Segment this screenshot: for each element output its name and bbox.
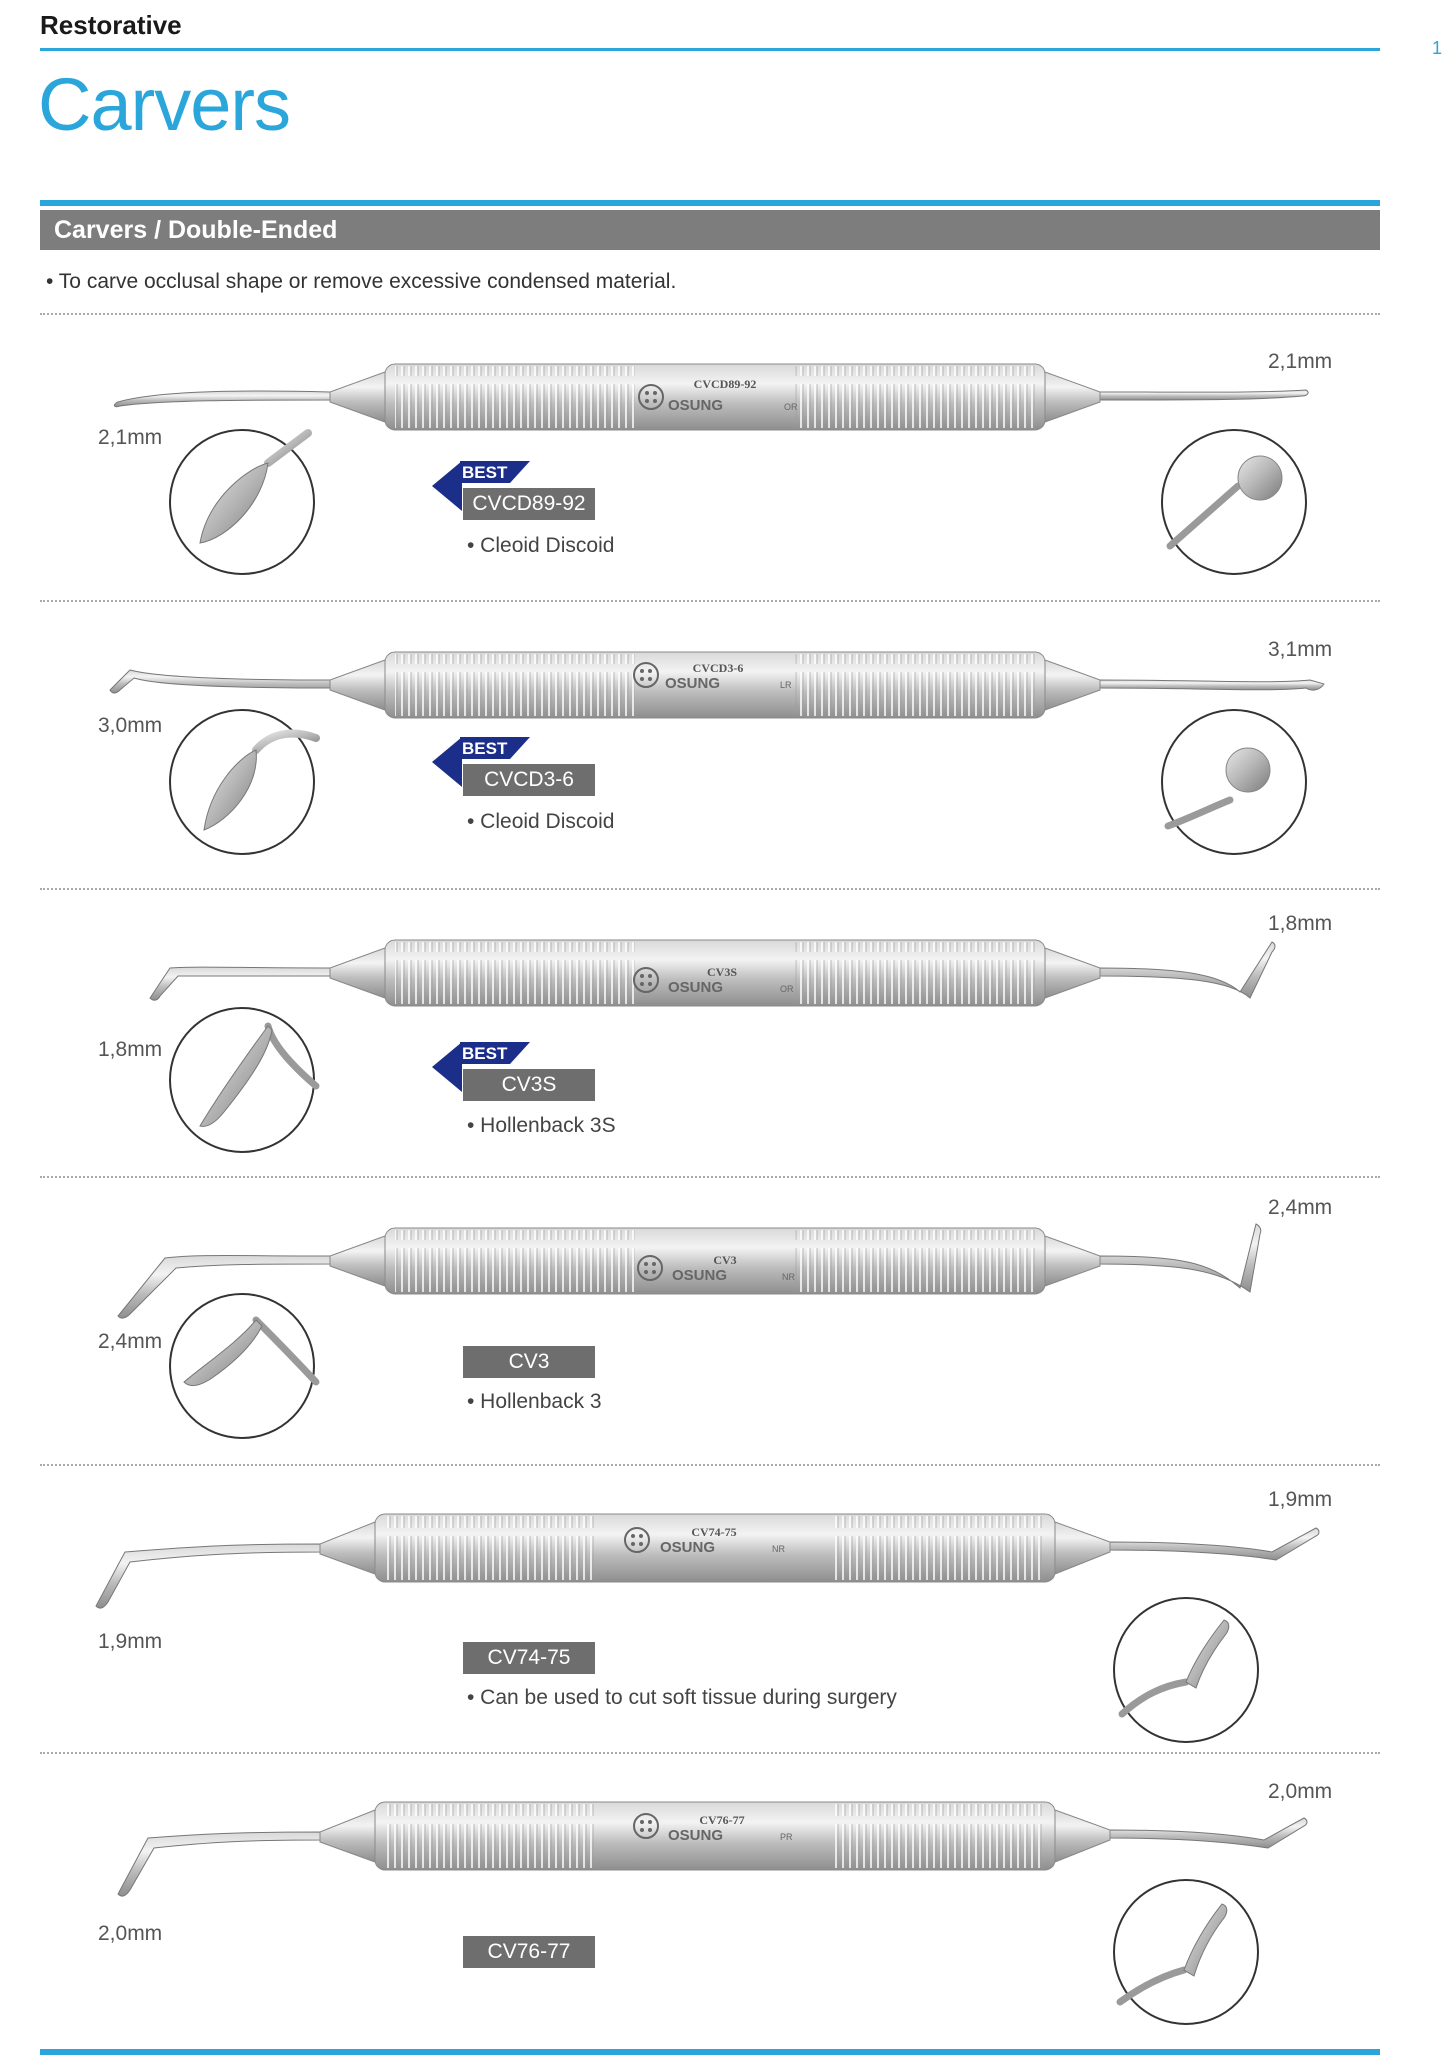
product-code: CV74-75 [463, 1642, 595, 1674]
handle-brand: OSUNG [660, 1539, 716, 1556]
page-number: 1 [1432, 38, 1442, 58]
tip-detail-left [168, 1292, 316, 1440]
tip-dimension-left: 1,9mm [98, 1630, 163, 1653]
divider [40, 1176, 1380, 1178]
category-rule [40, 200, 1380, 206]
product-card [0, 1472, 1440, 1762]
product-code: CV3 [463, 1346, 595, 1378]
best-badge-label: BEST [462, 463, 508, 482]
best-badge-label: BEST [462, 1044, 508, 1063]
instrument-illustration [0, 1760, 1440, 1890]
tip-dimension-right: 2,1mm [1268, 350, 1333, 373]
category-title: Carvers / Double-Ended [40, 210, 1380, 250]
product-description: • Cleoid Discoid [467, 534, 615, 557]
product-card [0, 608, 1440, 898]
product-card [0, 1760, 1440, 2050]
handle-brand: OSUNG [672, 1267, 728, 1284]
handle-code: CV3 [713, 1253, 737, 1267]
handle-code: CVCD3-6 [692, 661, 744, 675]
product-code: CV76-77 [463, 1936, 595, 1968]
page-title: Carvers [38, 63, 291, 146]
tip-dimension-left: 1,8mm [98, 1038, 163, 1061]
divider [40, 313, 1380, 315]
product-description: • Cleoid Discoid [467, 810, 615, 833]
handle-brand: OSUNG [668, 979, 724, 996]
handle-mark: NR [772, 1544, 785, 1554]
handle-code: CV76-77 [699, 1813, 745, 1827]
handle-mark: LR [780, 680, 792, 690]
tip-detail-left [168, 708, 316, 856]
tip-detail-right [1160, 708, 1308, 856]
tip-dimension-left: 2,4mm [98, 1330, 163, 1353]
handle-mark: PR [780, 1832, 793, 1842]
tip-detail-right [1112, 1596, 1260, 1744]
handle-mark: NR [782, 1272, 795, 1282]
divider [40, 600, 1380, 602]
product-code: CVCD89-92 [463, 488, 595, 520]
product-card [0, 320, 1440, 610]
tip-dimension-left: 2,0mm [98, 1922, 163, 1945]
tip-dimension-right: 1,9mm [1268, 1488, 1333, 1511]
handle-brand: OSUNG [668, 397, 724, 414]
tip-dimension-right: 2,0mm [1268, 1780, 1333, 1803]
handle-code: CV3S [706, 965, 738, 979]
product-code: CV3S [463, 1069, 595, 1101]
category-intro: • To carve occlusal shape or remove excessive condensed material. [46, 270, 677, 293]
tip-dimension-right: 2,4mm [1268, 1196, 1333, 1219]
product-description: • Can be used to cut soft tissue during surgery [467, 1686, 897, 1709]
divider [40, 888, 1380, 890]
header-rule [40, 48, 1380, 51]
tip-detail-left [168, 428, 316, 576]
handle-mark: OR [784, 402, 798, 412]
product-description: • Hollenback 3S [467, 1114, 616, 1137]
footer-rule [40, 2049, 1380, 2055]
handle-brand: OSUNG [665, 675, 721, 692]
product-card [0, 1184, 1440, 1474]
tip-detail-right [1112, 1878, 1260, 2026]
tip-dimension-left: 2,1mm [98, 426, 163, 449]
section-label: Restorative [40, 10, 182, 40]
divider [40, 1752, 1380, 1754]
handle-code: CVCD89-92 [693, 377, 757, 391]
product-description: • Hollenback 3 [467, 1390, 602, 1413]
instrument-illustration [0, 1472, 1440, 1602]
tip-detail-right [1160, 428, 1308, 576]
divider [40, 1464, 1380, 1466]
tip-dimension-right: 1,8mm [1268, 912, 1333, 935]
product-code: CVCD3-6 [463, 764, 595, 796]
tip-dimension-left: 3,0mm [98, 714, 163, 737]
handle-mark: OR [780, 984, 794, 994]
best-badge-label: BEST [462, 739, 508, 758]
handle-brand: OSUNG [668, 1827, 724, 1844]
tip-detail-left [168, 1006, 316, 1154]
handle-code: CV74-75 [691, 1525, 737, 1539]
product-card [0, 896, 1440, 1186]
tip-dimension-right: 3,1mm [1268, 638, 1333, 661]
